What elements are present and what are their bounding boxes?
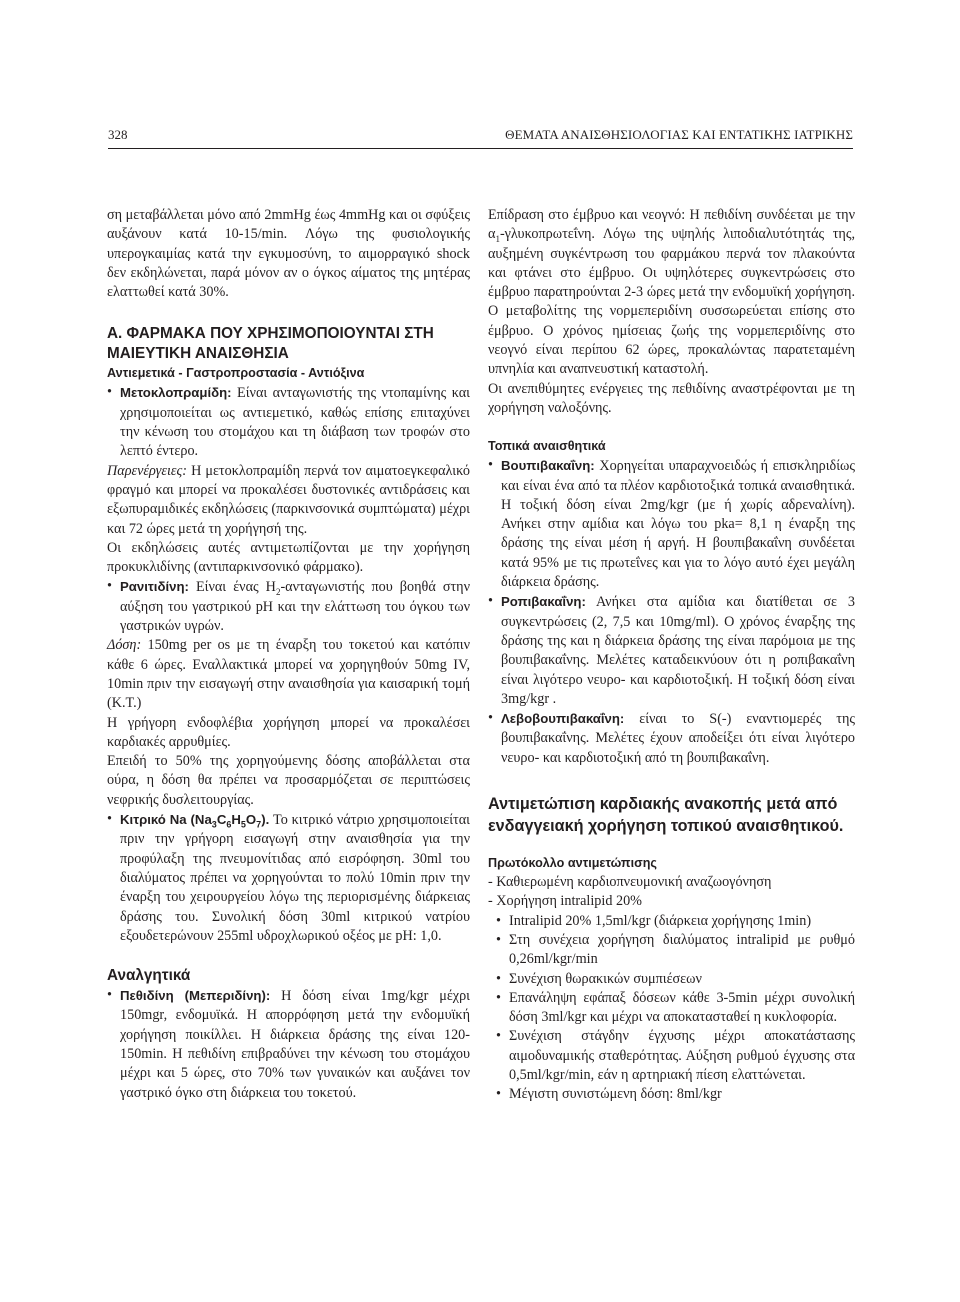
dose-paragraph [107, 636, 470, 713]
bullet-icon: • [488, 457, 493, 474]
drug-name: Μετοκλοπραμίδη: [120, 385, 232, 401]
list-item: • Intralipid 20% 1,5ml/kgr (διάρκεια χορήγησης 1min) [496, 912, 855, 931]
bullet-icon: • [496, 931, 501, 948]
bullet-icon: • [496, 970, 501, 987]
cardiac-arrest-title: Αντιμετώπιση καρδιακής ανακοπής μετά από ενδαγγειακή χορήγηση τοπικού αναισθητικού. [488, 795, 844, 836]
dash-item: - Χορήγηση intralipid 20% [488, 893, 642, 910]
iv-paragraph: Η γρήγορη ενδοφλέβια χορήγηση μπορεί να προκαλέσει καρδιακές αρρυθμίες. [107, 714, 470, 750]
bullet-icon: • [107, 384, 112, 401]
naloxone-paragraph: Οι ανεπιθύμητες ενέργειες της πεθιδίνης αναστρέφονται με τη χορήγηση ναλοξόνης. [488, 380, 855, 416]
drug-text: είναι το S(-) εναντιομερές της βουπιβακαΐνης. Μελέτες έχουν αποδείξει ότι είναι λιγότερο νευρο- και καρδιοτοξική από τη βουπιβακαΐνη. [501, 711, 855, 766]
bullet-icon: • [488, 593, 493, 610]
dash-item: - Καθιερωμένη καρδιοπνευμονική αναζωογόνηση [488, 874, 772, 891]
list-item: • Στη συνέχεια χορήγηση διαλύματος intralipid με ρυθμό 0,26ml/kgr/min [496, 931, 855, 968]
list-item-bupivacaine [488, 456, 855, 592]
drug-name: Βουπιβακαΐνη: [501, 458, 595, 474]
bullet-icon: • [107, 811, 112, 828]
section-title: Α. ΦΑΡΜΑΚΑ ΠΟΥ ΧΡΗΣΙΜΟΠΟΙΟΥΝΤΑΙ ΣΤΗ ΜΑΙΕΥΤΙΚΗ ΑΝΑΙΣΘΗΣΙΑ [107, 325, 434, 363]
list-item-ranitidine [107, 577, 470, 636]
side-effects-paragraph [107, 462, 470, 539]
bullet-icon: • [496, 1086, 501, 1103]
drug-text: Είναι ένας Η [188, 579, 276, 596]
list-item-ropivacaine [488, 592, 855, 709]
side-effects-text: Η μετοκλοπραμίδη περνά τον αιματοεγκεφαλικό φραγμό και μπορεί να προκαλέσει δυστονικές αντιδράσεις και εξωπυραμιδικές εκδηλώσεις (παρκινσονικά συμπτώματα) μέχρι και 72 ώρες μετά τη χορήγησή της. [107, 462, 470, 537]
protocol-title: Πρωτόκολλο αντιμετώπισης [488, 856, 657, 871]
drug-text: Ανήκει στα αμίδια και διατίθεται σε 3 συγκεντρώσεις (2, 7,5 και 10mg/ml). Ο χρόνος έναρξης της δράσης της και η διάρκεια δράσης της είναι παρόμοια με της βουπιβακαΐνης. Μελέτες καταδεικνύουν ότι η ροπιβακαΐνη είναι λιγότερο νευρο- και καρδιοτοξική. Η τοξική δόση είναι 3mg/kgr . [501, 594, 855, 707]
local-anesthetics-title: Τοπικά αναισθητικά [488, 439, 606, 454]
dose-label: Δόση: [107, 637, 142, 654]
renal-paragraph: Επειδή το 50% της χορηγούμενης δόσης αποβάλλεται στα ούρα, η δόση θα πρέπει να προσαρμόζεται σε περιπτώσεις νεφρικής δυσλειτουργίας. [107, 753, 470, 808]
subsection-title: Αντιεμετικά - Γαστροπροστασία - Αντιόξινα [107, 366, 365, 381]
fetal-effect-paragraph: Επίδραση στο έμβρυο και νεογνό: Η πεθιδίνη συνδέεται με την $\alpha_1$-γλυκοπρωτεΐνη. Λόγω της υψηλής λιποδιαλυτότητάς της, αυξημένη συγκέντρωση του φαρμάκου περνά τον πλακούντα και φτάνει στο έμβρυο. Οι υψηλότερες συγκεντρώσεις στο έμβρυο παρατηρούνται 2-3 ώρες μετά την ενδομυϊκή χορήγηση. Ο μεταβολίτης της νορμεπεριδίνη συσσωρεύεται επίσης στο έμβρυο. Ο χρόνος ημίσειας ζωής της νορμεπεριδίνης στο νεογνό είναι περίπου 62 ώρες, προκαλώντας παρατεταμένη υπνηλία και αναπνευστική καταστολή. [488, 207, 855, 378]
list-item: • Συνέχιση θωρακικών συμπιέσεων [496, 970, 855, 989]
intro-paragraph: ση μεταβάλλεται μόνο από 2mmHg έως 4mmHg και οι σφύξεις αυξάνουν κατά 10-15/min. Λόγω της φυσιολογικής υπερογκαιμίας κατά την εγκυμοσύνη, το αιμορραγικό shock δεν εκδηλώνεται, παρά μόνον αν ο όγκος αίματος της μητέρας ελαττωθεί κατά 30%. [107, 207, 470, 301]
drug-text: -ανταγωνιστής που βοηθά στην αύξηση του γαστρικού pH και την ελάττωση του όγκου των γαστρικών υγρών. [120, 579, 470, 635]
list-item-pethidine [107, 986, 470, 1103]
bullet-icon: • [488, 710, 493, 727]
right-column [488, 206, 855, 1105]
page-header [108, 127, 853, 149]
list-item: • Μέγιστη συνιστώμενη δόση: 8ml/kgr [496, 1085, 855, 1104]
left-column [107, 206, 470, 1103]
drug-name: Ρανιτιδίνη: [120, 579, 189, 595]
list-item-levobupivacaine [488, 709, 855, 768]
list-item-citrate [107, 810, 470, 946]
bullet-icon: • [107, 578, 112, 595]
bullet-icon: • [496, 912, 501, 929]
subscript: 2 [275, 587, 281, 598]
drug-text: Το κιτρικό νάτριο χρησιμοποιείται πριν την γρήγορη εισαγωγή στην αναισθησία για την προφύλαξη της πνευμονίτιδας από εισρόφηση. 30ml του διαλύματος πρέπει να χορηγούνται το πολύ 10min πριν την έναρξη του χειρουργείου λόγω της περιορισμένης διάρκειας δράσης του. Συνολική δόση 30ml κιτρικού νατρίου εξουδετερώνουν 255ml υδροχλωρικού οξέος με pH: 1,0. [120, 812, 470, 944]
list-item-metoclopramide [107, 383, 470, 461]
drug-text: Είναι ανταγωνιστής της ντοπαμίνης και χρησιμοποιείται ως αντιεμετικό, καθώς επίσης επιταχύνει την κένωση του στομάχου και τη διάβαση των τροφών στο λεπτό έντερο. [120, 385, 470, 460]
drug-name: Πεθιδίνη (Μεπεριδίνη): [120, 988, 271, 1004]
side-effects-paragraph-2: Οι εκδηλώσεις αυτές αντιμετωπίζονται με την χορήγηση προκυκλιδίνης (αντιπαρκινσονικό φάρμακο). [107, 539, 470, 576]
drug-text: Χορηγείται υπαραχνοειδώς ή επισκληριδίως και είναι ένα από τα πλέον καρδιοτοξικά τοπικά αναισθητικά. Η τοξική δόση είναι 2mg/kgr (με ή χωρίς αδρεναλίνη). Ανήκει στην αμίδια και λόγω του pka= 8,1 η έναρξη της δράσης της είναι μέση ή αργή. Η βουπιβακαΐνη συνδέεται κατά 95% με τις πρωτεΐνες και για το λόγο αυτό έχει μεγάλη διάρκεια δράσης. [501, 458, 855, 591]
bullet-icon: • [496, 989, 501, 1006]
bullet-icon: • [496, 1028, 501, 1045]
drug-text: Η δόση είναι 1mg/kgr μέχρι 150mgr, ενδομυϊκά. Η απορρόφηση μετά την ενδομυϊκή χορήγηση ποικίλλει. Η διάρκεια δράσης της είναι 120-150min. Η πεθιδίνη επιβραδύνει την κένωση του στομάχου μέχρι και 5 ώρες, στο 70% των γυναικών και αυξάνει τον γαστρικό όγκο στη διάρκεια του τοκετού. [120, 988, 470, 1101]
drug-name: Ροπιβακαΐνη: [501, 594, 586, 610]
drug-name: Κιτρικό Na $(Na_3C_6H_5O_7)$. [120, 812, 270, 830]
page-number: 328 [108, 127, 128, 142]
drug-name: Λεβοβουπιβακαΐνη: [501, 711, 625, 727]
side-effects-label: Παρενέργειες: [107, 462, 187, 479]
list-item: • Συνέχιση στάγδην έγχυσης μέχρι αποκατάστασης αιμοδυναμικής σταθερότητας. Αύξηση ρυθμού έγχυσης στα 0,5ml/kgr/min, εάν η αρτηριακή πίεση ελαττώνεται. [496, 1028, 855, 1083]
dose-text: 150mg per os με τη έναρξη του τοκετού και κατόπιν κάθε 6 ώρες. Εναλλακτικά μπορεί να χορηγηθούν 50mg IV, 10min πριν την εισαγωγή στην αναισθησία για καισαρική τομή (Κ.Τ.) [107, 637, 470, 712]
header-rule [108, 148, 853, 149]
analgesics-title: Αναλγητικά [107, 967, 191, 985]
bullet-icon: • [107, 987, 112, 1004]
list-item: • Επανάληψη εφάπαξ δόσεων κάθε 3-5min μέχρι συνολική δόση 3ml/kgr και μέχρι να αποκατασταθεί η κυκλοφορία. [496, 989, 855, 1026]
running-title: ΘΕΜΑΤΑ ΑΝΑΙΣΘΗΣΙΟΛΟΓΙΑΣ ΚΑΙ ΕΝΤΑΤΙΚΗΣ ΙΑΤΡΙΚΗΣ [505, 127, 853, 142]
